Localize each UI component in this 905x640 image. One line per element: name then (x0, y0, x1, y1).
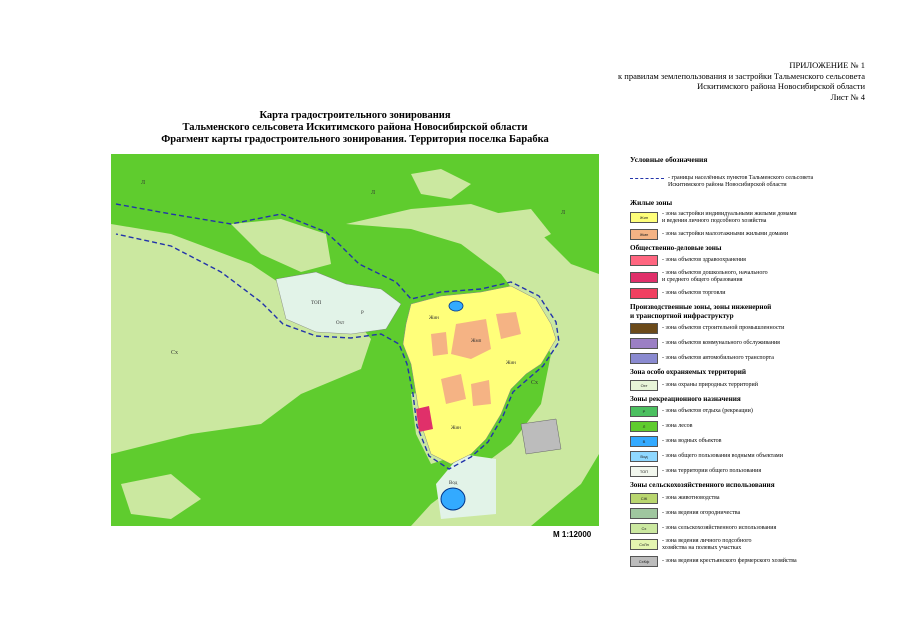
legend-section: Зоны рекреационного назначения (630, 394, 741, 403)
swatch: Жин (630, 212, 658, 223)
map-label: Л (141, 180, 146, 186)
legend-label: - зона объектов коммунального обслуживания (662, 340, 780, 346)
swatch: СхЛп (630, 539, 658, 550)
swatch: ТОП (630, 466, 658, 477)
legend-label: - зона животноводства (662, 494, 720, 501)
legend-label: - зона объектов автомобильного транспорта (662, 355, 774, 361)
legend-label: - зона объектов строительной промышленности (662, 325, 785, 331)
map-label: Р (361, 311, 364, 316)
legend-item (630, 556, 900, 567)
legend-section: Общественно-деловые зоны (630, 243, 722, 252)
map-scale: М 1:12000 (553, 530, 592, 539)
legend-item (630, 466, 900, 477)
legend-item (630, 538, 900, 552)
legend-item (630, 338, 900, 349)
legend-item (630, 323, 900, 334)
swatch: Сх (630, 523, 658, 534)
appendix-header (618, 60, 865, 102)
swatch: Жмп (630, 229, 658, 240)
map-label: Вод (449, 481, 458, 486)
map-label: Сх (531, 380, 539, 386)
legend-label: - зона застройки индивидуальными жилыми домами и ведения личного подсобного хозяйства (662, 210, 797, 224)
legend (630, 156, 900, 571)
legend-boundary (630, 175, 900, 189)
legend-item (630, 211, 900, 225)
legend-item (630, 523, 900, 534)
map-label: Охт (336, 321, 345, 326)
swatch (630, 353, 658, 364)
map-label: Сх (171, 350, 179, 356)
swatch: Р (630, 406, 658, 417)
boundary-line-icon (630, 178, 664, 179)
legend-section: Зоны сельскохозяйственного использования (630, 481, 775, 489)
legend-item (630, 493, 900, 504)
swatch (630, 272, 658, 283)
swatch (630, 508, 658, 519)
lowrise-block (431, 332, 448, 356)
swatch (630, 288, 658, 299)
farm-zone (521, 419, 561, 454)
legend-item (630, 288, 900, 299)
legend-section: Жилые зоны (630, 199, 673, 207)
appendix-line: к правилам землепользования и застройки Тальменского сельсовета (618, 70, 865, 81)
legend-item (630, 451, 900, 462)
swatch (630, 338, 658, 349)
legend-label: - зона общего пользования водными объектами (662, 453, 783, 459)
legend-item (630, 436, 900, 447)
map-label: Жин (429, 316, 439, 321)
legend-item (630, 353, 900, 364)
map-label: Жин (451, 426, 461, 431)
map-label: Л (561, 210, 566, 216)
legend-label: - зона объектов здравоохранения (662, 257, 746, 263)
legend-label: - зона ведения огородничества (662, 509, 741, 516)
title-line: Тальменского сельсовета Искитимского района Новосибирской области (182, 122, 528, 133)
lowrise-block (471, 380, 491, 406)
legend-label: - зона застройки малоэтажными жилыми домами (662, 230, 789, 237)
swatch: СхКф (630, 556, 658, 567)
legend-item (630, 508, 900, 519)
map-label: Жин (506, 361, 516, 366)
legend-label: - зона лесов (662, 423, 693, 429)
legend-label: - зона объектов отдыха (рекреации) (662, 408, 753, 414)
legend-item (630, 380, 900, 391)
map-title (110, 110, 600, 146)
legend-heading: Условные обозначения (630, 155, 708, 164)
legend-section: Производственные зоны, зоны инженерной и транспортной инфраструктур (630, 303, 772, 320)
title-line: Карта градостроительного зонирования (259, 110, 451, 121)
map-label: ТОП (311, 301, 322, 306)
map-label: Л (371, 190, 376, 196)
appendix-line: ПРИЛОЖЕНИЕ № 1 (789, 60, 865, 70)
zoning-map[interactable] (111, 154, 599, 526)
lake (441, 488, 465, 510)
legend-item (630, 270, 900, 284)
legend-item (630, 421, 900, 432)
swatch (630, 255, 658, 266)
swatch: СЖ (630, 493, 658, 504)
legend-item (630, 229, 900, 240)
legend-label: - зона объектов дошкольного, начального и среднего общего образования (662, 270, 768, 283)
legend-label: - зона территории общего пользования (662, 468, 762, 474)
swatch: Л (630, 421, 658, 432)
title-line: Фрагмент карты градостроительного зонирования. Территория поселка Барабка (161, 134, 549, 145)
pond (449, 301, 463, 311)
legend-label: - зона сельскохозяйственного использования (662, 524, 777, 531)
map-canvas (111, 154, 599, 526)
swatch: Охт (630, 380, 658, 391)
legend-section: Зона особо охраняемых территорий (630, 368, 747, 376)
legend-item (630, 406, 900, 417)
swatch: Вод (630, 451, 658, 462)
swatch: В (630, 436, 658, 447)
legend-label: - зона охраны природных территорий (662, 381, 758, 388)
legend-label: - зона ведения личного подсобного хозяйства на полевых участках (662, 537, 752, 551)
legend-label: - границы населённых пунктов Тальменского сельсовета Искитимского района Новосибирской области (668, 175, 814, 188)
map-label: Жмп (471, 339, 482, 344)
swatch (630, 323, 658, 334)
legend-label: - зона ведения крестьянского фермерского хозяйства (662, 557, 797, 564)
appendix-line: Искитимского района Новосибирской области (697, 81, 865, 91)
legend-label: - зона объектов торговли (662, 290, 726, 296)
legend-label: - зона водных объектов (662, 438, 722, 444)
legend-item (630, 255, 900, 266)
appendix-sheet: Лист № 4 (830, 91, 865, 102)
